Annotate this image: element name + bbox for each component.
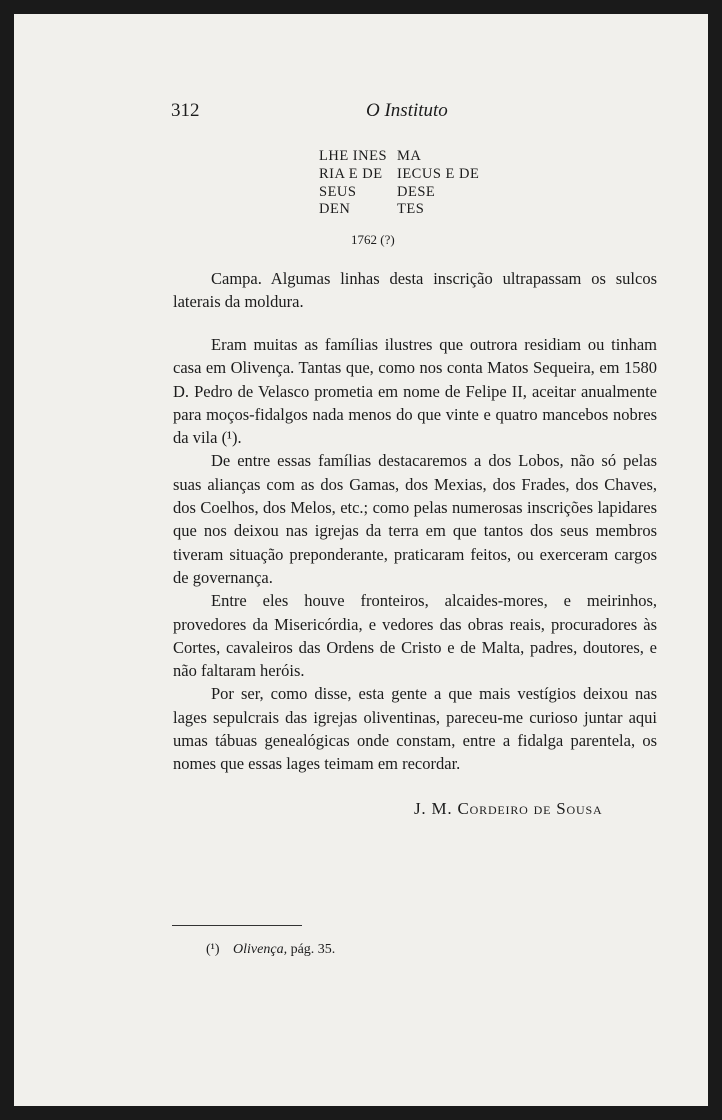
main-text — [173, 333, 657, 776]
inscription-date: 1762 (?) — [351, 232, 395, 247]
caption-paragraph: Campa. Algumas linhas desta inscrição ultrapassam os sulcos laterais da moldura. — [173, 269, 657, 312]
footnote-divider — [172, 925, 302, 926]
inscription-line: RIA E DE IECUS E DE — [319, 165, 480, 182]
paragraph: Eram muitas as famílias ilustres que outrora residiam ou tinham casa em Olivença. Tantas que, como nos conta Matos Sequeira, em 1580 D. Pedro de Velasco prometia em nome de Felipe II, aceitar anualmente para moços-fidalgos nada menos do que vinte e quatro mancebos nobres da vila (¹). — [173, 335, 657, 448]
inscription-caption — [173, 267, 657, 314]
footnote-page: pág. 35. — [290, 942, 336, 957]
inscription-line: LHE INES MA — [319, 148, 422, 164]
paragraph: Entre eles houve fronteiros, alcaides-mores, e meirinhos, provedores da Misericórdia, e vedores das obras reais, procuradores às Cortes, cavaleiros das Ordens de Cristo e de Malta, padres, doutores, e não faltaram heróis. — [173, 591, 657, 681]
document-page — [14, 14, 708, 1106]
inscription-block — [319, 148, 479, 219]
running-title: O Instituto — [366, 100, 448, 121]
page-header — [14, 100, 708, 130]
footnote-mark: (¹) — [206, 942, 220, 957]
paragraph: De entre essas famílias destacaremos a dos Lobos, não só pelas suas alianças com as dos Gamas, dos Mexias, dos Frades, dos Chaves, dos Coelhos, dos Melos, etc.; como pelas numerosas inscrições lapidares que nos deixou nas igrejas da terra em que tantos dos seus membros tiveram situação preponderante, praticaram feitos, ou exerceram cargos de governança. — [173, 451, 657, 587]
footnote — [206, 942, 335, 958]
paragraph: Por ser, como disse, esta gente a que mais vestígios deixou nas lages sepulcrais das igrejas oliventinas, pareceu-me curioso juntar aqui umas tábuas genealógicas onde constam, entre a fidalga parentela, os nomes que essas lages teimam em recordar. — [173, 684, 657, 774]
inscription-line: SEUS DESE — [319, 183, 436, 200]
footnote-source-title: Olivença, — [233, 942, 288, 957]
inscription-line: DEN TES — [319, 201, 425, 218]
page-number: 312 — [171, 100, 200, 121]
author-signature: J. M. Cordeiro de Sousa — [414, 799, 603, 818]
